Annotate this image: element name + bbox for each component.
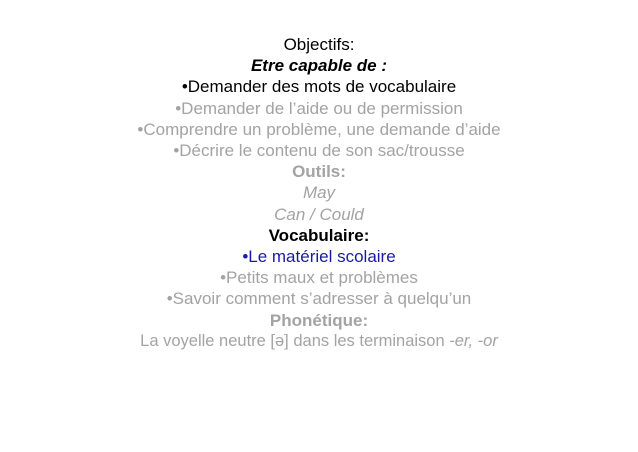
vocabulaire-heading: Vocabulaire:	[268, 225, 370, 245]
phonetique-line	[0, 331, 638, 352]
objectifs-heading: Objectifs:	[283, 35, 355, 54]
slide-content	[0, 34, 638, 352]
phonetique-text: La voyelle neutre [ə] dans les terminaison	[140, 331, 450, 350]
outils-heading: Outils:	[292, 162, 346, 182]
phonetique-endings: -er, -or	[449, 331, 498, 350]
outils-item-can-could: Can / Could	[274, 204, 364, 224]
outils-item-may: May	[302, 183, 336, 203]
objectif-item-vocabulaire: •Demander des mots de vocabulaire	[181, 77, 457, 97]
objectifs-subheading: Etre capable de :	[250, 56, 388, 76]
objectif-item-comprendre: •Comprendre un problème, une demande d’aide	[137, 119, 501, 139]
vocabulaire-item-adresser: •Savoir comment s’adresser à quelqu’un	[166, 289, 472, 309]
vocabulaire-item-materiel: •Le matériel scolaire	[242, 247, 396, 267]
objectif-item-aide: •Demander de l’aide ou de permission	[175, 98, 463, 118]
vocabulaire-item-maux: •Petits maux et problèmes	[220, 268, 418, 288]
objectif-item-decrire: •Décrire le contenu de son sac/trousse	[173, 141, 465, 161]
phonetique-heading: Phonétique:	[269, 310, 369, 330]
